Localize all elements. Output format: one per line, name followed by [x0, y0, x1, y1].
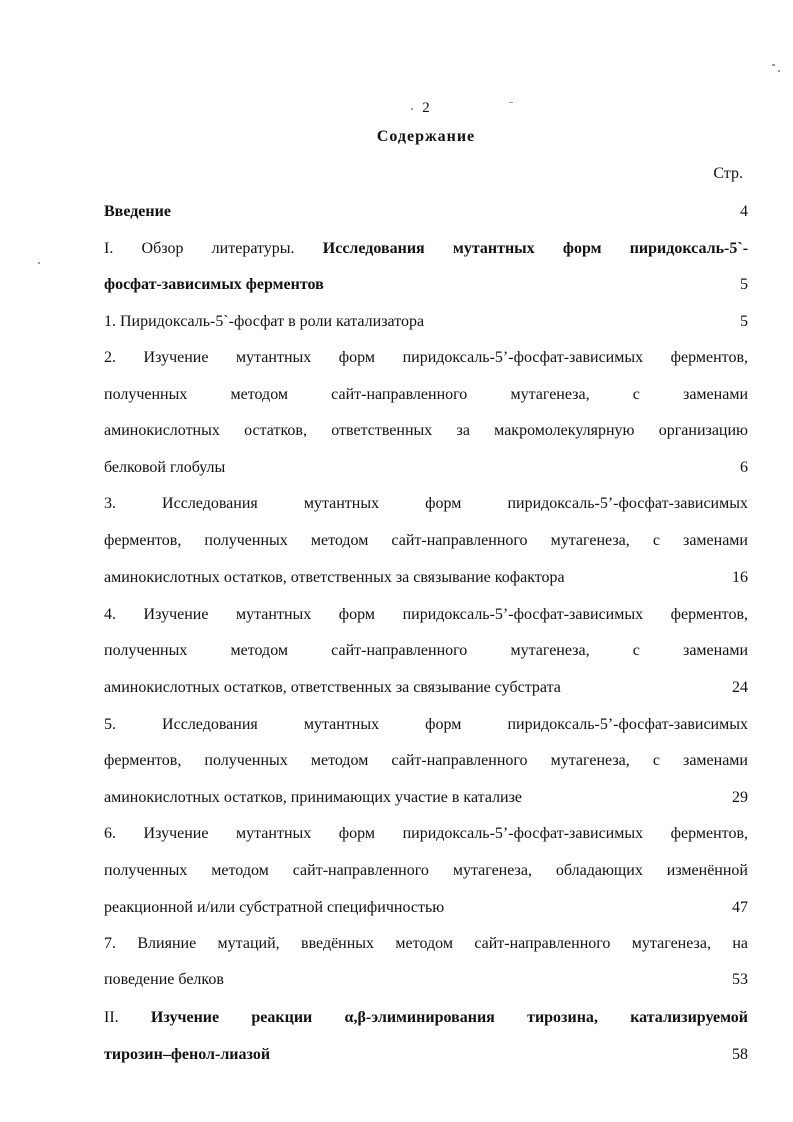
toc-entry-chapter-7-line-1 [104, 934, 748, 954]
toc-page-number: 16 [732, 569, 748, 586]
toc-entry-text: поведение белков [104, 971, 224, 988]
toc-entry-text: 6. Изучение мутантных форм пиридоксаль-5’-фосфат-зависимых ферментов, [104, 825, 748, 842]
toc-entry-text: ферментов, полученных методом сайт-направленного мутагенеза, с заменами [104, 532, 748, 549]
toc-entry-text: ферментов, полученных методом сайт-направленного мутагенеза, с заменами [104, 752, 748, 769]
toc-entry-chapter-4-line-3 [104, 678, 748, 698]
toc-entry-part-2-line-1 [104, 1008, 748, 1028]
toc-entry-text: белковой глобулы [104, 459, 226, 476]
toc-entry-chapter-3-line-2 [104, 531, 748, 551]
toc-entry-part-1-line-1 [104, 239, 748, 259]
toc-entry-text: 4. Изучение мутантных форм пиридоксаль-5’-фосфат-зависимых ферментов, [104, 606, 748, 623]
part-title-continued: тирозин–фенол-лиазой [104, 1046, 271, 1063]
toc-entry-chapter-2-line-2 [104, 385, 748, 405]
page-number: 2 [422, 100, 430, 116]
toc-entry-text: 7. Влияние мутаций, введённых методом сайт-направленного мутагенеза, на [104, 935, 748, 952]
toc-entry-part-1-line-2 [104, 275, 748, 295]
toc-entry-chapter-5-line-1 [104, 715, 748, 735]
scan-artifact [778, 70, 780, 72]
toc-entry-chapter-5-line-3 [104, 788, 748, 808]
toc-page-number: 47 [732, 899, 748, 916]
toc-entry-text: полученных методом сайт-направленного мутагенеза, с заменами [104, 642, 748, 659]
toc-entry-chapter-6-line-2 [104, 861, 748, 881]
toc-entry-chapter-7-line-2 [104, 970, 748, 990]
toc-entry-title: Введение [104, 203, 171, 220]
scan-artifact [411, 108, 413, 110]
part-title-regular: Обзор литературы. [141, 240, 295, 257]
toc-entry-text: аминокислотных остатков, ответственных за связывание субстрата [104, 679, 561, 696]
toc-entry-part-2-line-2 [104, 1045, 748, 1065]
toc-entry-chapter-4-line-1 [104, 605, 748, 625]
toc-entry-chapter-5-line-2 [104, 751, 748, 771]
toc-entry-introduction [104, 202, 748, 222]
toc-entry-text: реакционной и/или субстратной специфичностью [104, 899, 445, 916]
toc-entry-text: аминокислотных остатков, принимающих участие в катализе [104, 789, 523, 806]
part-number: II. [104, 1009, 119, 1026]
toc-entry-chapter-4-line-2 [104, 641, 748, 661]
toc-entry-text: полученных методом сайт-направленного мутагенеза, обладающих изменённой [104, 862, 748, 879]
toc-entry-chapter-6-line-1 [104, 824, 748, 844]
toc-entry-chapter-2-line-4 [104, 458, 748, 478]
toc-entry-title: 1. Пиридоксаль-5`-фосфат в роли катализатора [104, 313, 425, 330]
page-column-header: Стр. [713, 165, 743, 182]
toc-entry-chapter-2-line-1 [104, 348, 748, 368]
toc-page-number: 4 [740, 203, 748, 220]
scan-artifact [38, 262, 40, 264]
toc-page-number: 58 [732, 1046, 748, 1063]
part-title-bold: Изучение реакции α,β-элиминирования тирозина, катализируемой [150, 1009, 748, 1026]
scan-artifact [772, 64, 775, 66]
toc-entry-chapter-6-line-3 [104, 898, 748, 918]
page-title: Содержание [376, 128, 476, 145]
toc-entry-text: 3. Исследования мутантных форм пиридоксаль-5’-фосфат-зависимых [104, 495, 748, 512]
toc-page-number: 5 [740, 276, 748, 293]
toc-entry-chapter-1 [104, 312, 748, 332]
toc-entry-text: 2. Изучение мутантных форм пиридоксаль-5’-фосфат-зависимых ферментов, [104, 349, 748, 366]
scan-artifact [509, 102, 513, 103]
part-title-bold: Исследования мутантных форм пиридоксаль-5`- [322, 240, 749, 257]
toc-page-number: 24 [732, 679, 748, 696]
toc-entry-text: аминокислотных остатков, ответственных за связывание кофактора [104, 569, 565, 586]
toc-entry-text: полученных методом сайт-направленного мутагенеза, с заменами [104, 386, 748, 403]
toc-page-number: 53 [732, 971, 748, 988]
part-number: I. [104, 240, 114, 257]
toc-page-number: 5 [740, 313, 748, 330]
part-title-continued: фосфат-зависимых ферментов [104, 276, 324, 293]
toc-entry-chapter-3-line-1 [104, 494, 748, 514]
toc-page-number: 29 [732, 789, 748, 806]
toc-entry-text: аминокислотных остатков, ответственных за макромолекулярную организацию [104, 422, 748, 439]
toc-page-number: 6 [740, 459, 748, 476]
toc-entry-chapter-3-line-3 [104, 568, 748, 588]
toc-entry-text: 5. Исследования мутантных форм пиридоксаль-5’-фосфат-зависимых [104, 716, 748, 733]
toc-entry-chapter-2-line-3 [104, 421, 748, 441]
